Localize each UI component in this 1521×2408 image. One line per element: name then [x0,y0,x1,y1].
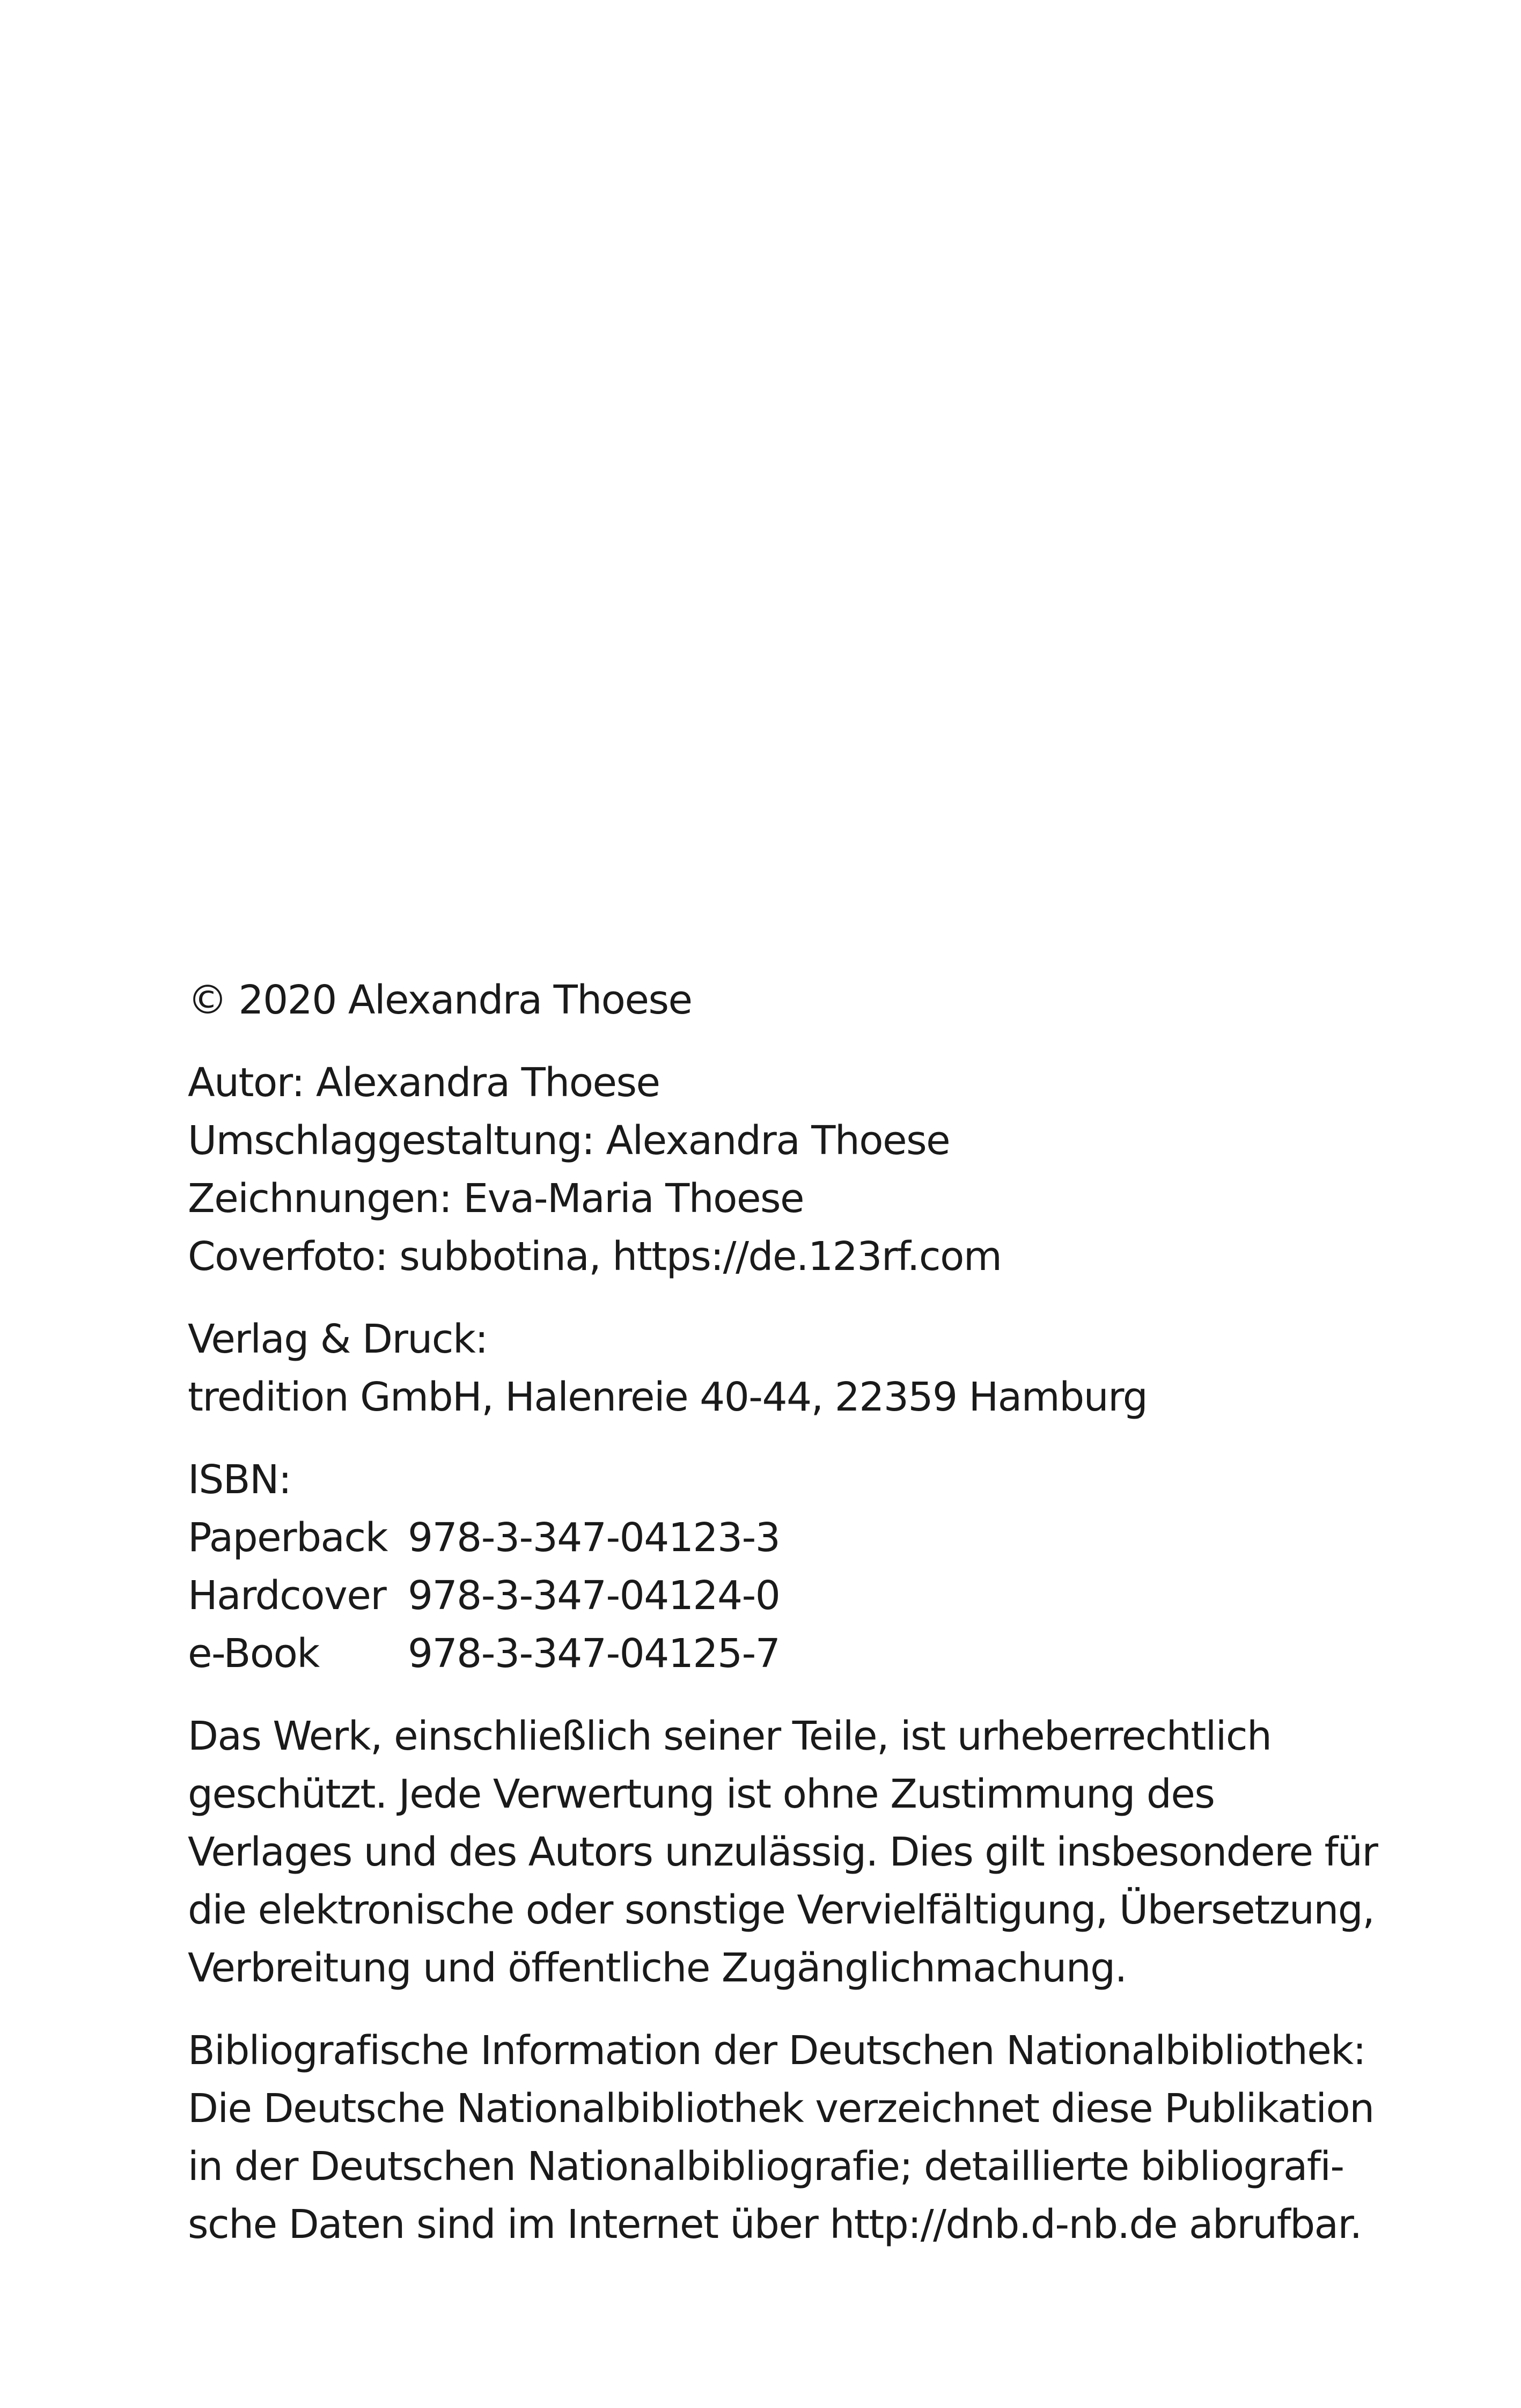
isbn-number: 978-3-347-04125-7 [408,1631,780,1677]
rights-notice [188,1707,1378,1997]
isbn-format: Paperback [188,1515,387,1561]
isbn-row-paperback [188,1509,1341,1567]
imprint-page [188,971,1378,2278]
rights-notice-line: geschützt. Jede Verwertung ist ohne Zustimmung des [188,1771,1215,1817]
publisher-heading: Verlag & Druck: [188,1316,488,1362]
isbn-block [188,1451,1341,1683]
isbn-row-hardcover [188,1567,1341,1625]
rights-notice-line: Verbreitung und öffentliche Zugänglichmachung. [188,1945,1127,1991]
credit-cover-design: Umschlaggestaltung: Alexandra Thoese [188,1118,950,1164]
bibliographic-notice-line: sche Daten sind im Internet über http://dnb.d-nb.de abrufbar. [188,2201,1362,2248]
copyright-block [188,971,1341,1029]
isbn-number: 978-3-347-04124-0 [408,1573,780,1619]
isbn-heading: ISBN: [188,1457,291,1503]
isbn-number: 978-3-347-04123-3 [408,1515,780,1561]
copyright-line: © 2020 Alexandra Thoese [188,977,692,1023]
credit-author: Autor: Alexandra Thoese [188,1060,660,1106]
credit-illustrations: Zeichnungen: Eva-Maria Thoese [188,1176,804,1222]
bibliographic-notice-line: in der Deutschen Nationalbibliografie; detaillierte bibliografi- [188,2143,1344,2190]
bibliographic-notice-line: Bibliografische Information der Deutschen Nationalbibliothek: [188,2028,1366,2074]
isbn-format: Hardcover [188,1573,386,1619]
isbn-format: e-Book [188,1631,319,1677]
bibliographic-notice-line: Die Deutsche Nationalbibliothek verzeichnet diese Publikation [188,2086,1374,2132]
publisher-block [188,1310,1341,1426]
isbn-row-ebook [188,1625,1341,1683]
rights-notice-line: Verlages und des Autors unzulässig. Dies gilt insbesondere für [188,1829,1378,1875]
rights-notice-line: Das Werk, einschließlich seiner Teile, ist urheberrechtlich [188,1713,1272,1759]
publisher-address: tredition GmbH, Halenreie 40-44, 22359 Hamburg [188,1374,1148,1420]
rights-notice-line: die elektronische oder sonstige Vervielfältigung, Übersetzung, [188,1887,1375,1933]
credits-block [188,1054,1341,1286]
bibliographic-notice [188,2022,1374,2253]
credit-cover-photo: Coverfoto: subbotina, https://de.123rf.com [188,1234,1002,1280]
